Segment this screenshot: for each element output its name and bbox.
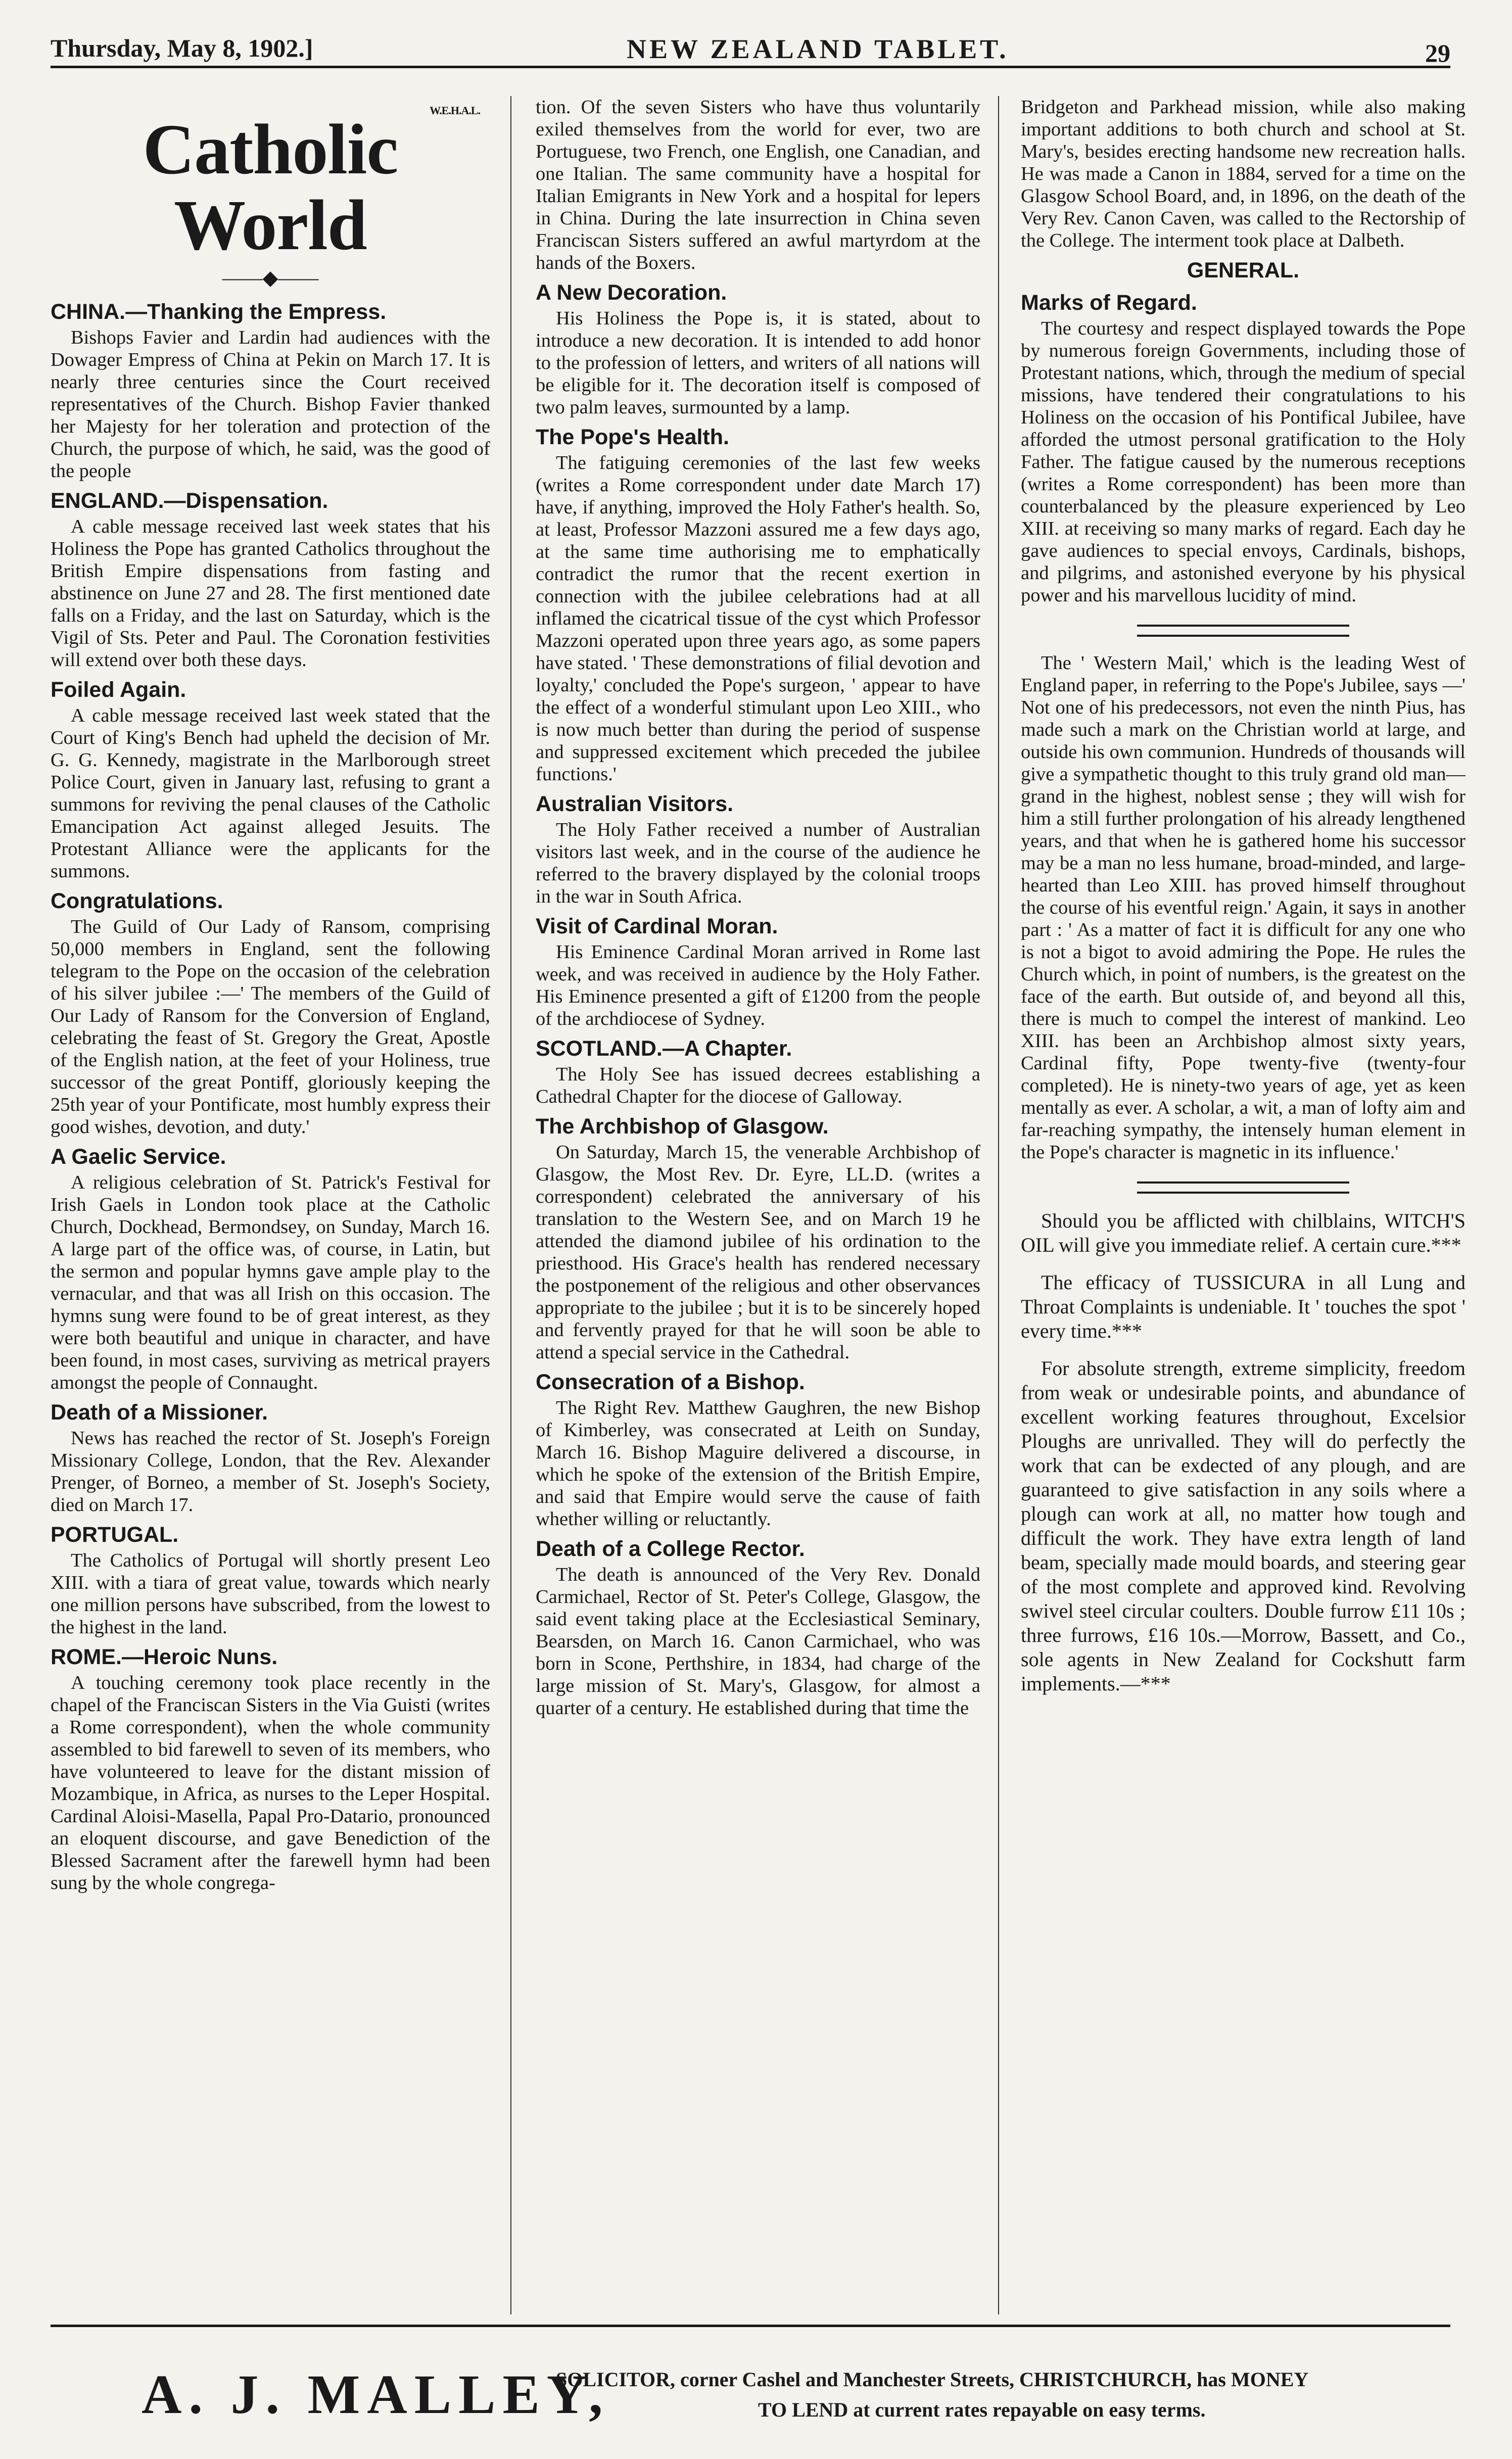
article-body: A religious celebration of St. Patrick's Festival for Irish Gaels in London took place at the Catholic Church, Dockhead, Bermondsey, on Sunday, March 16. A large part of the office was, of course, in Latin, but the sermon and popular hymns gave ample play to the vernacular, and that was all Irish on this occasion. The hymns sung were found to be of great interest, as they were both beautiful and unique in character, and have been found, in most cases, surviving as metrical prayers amongst the people of Connaught. [51, 1172, 490, 1393]
article-body: A touching ceremony took place recently in the chapel of the Franciscan Sisters in the Via Guisti (writes a Rome correspondent), when the whole community assembled to bid farewell to seven of its members, who have volunteered to leave for the distant mission of Mozambique, in Africa, as nurses to the Leper Hospital. Cardinal Aloisi-Masella, Papal Pro-Datario, pronounced an eloquent discourse, and gave Benediction of the Blessed Sacrament after the farewell hymn had been sung by the whole congrega- [51, 1672, 490, 1894]
advertiser-line-2: TO LEND at current rates repayable on easy terms. [758, 2398, 1206, 2421]
article-body: A cable message received last week stated that the Court of King's Bench had upheld the decision of Mr. G. G. Kennedy, magistrate in the Marlborough street Police Court, given in January last, refusing to grant a summons for reviving the penal clauses of the Catholic Emancipation Act against alleged Jesuits. The Protestant Alliance were the applicants for the summons. [51, 705, 490, 882]
footer-advertisement [51, 2325, 1450, 2443]
article-heading: Consecration of a Bishop. [536, 1370, 805, 1394]
article-body: His Eminence Cardinal Moran arrived in Rome last week, and was received in audience by the Holy Father. His Eminence presented a gift of £1200 from the people of the archdiocese of Sydney. [536, 941, 980, 1029]
advertisement-witchs-oil: Should you be afflicted with chilblains, WITCH'S OIL will give you immediate relief. A certain cure.*** [1021, 1209, 1466, 1256]
column-divider [998, 96, 999, 2314]
article-body: On Saturday, March 15, the venerable Archbishop of Glasgow, the Most Rev. Dr. Eyre, LL.D. (writes a correspondent) celebrated the anniversary of his translation to the Western See, and on March 19 he attended the diamond jubilee of his ordination to the priesthood. His Grace's health has rendered necessary the postponement of the religious and other observances appropriate to the jubilee ; but it is to be sincerely hoped and fervently prayed for that he will soon be able to attend a special service in the Cathedral. [536, 1142, 980, 1363]
article-body: The death is announced of the Very Rev. Donald Carmichael, Rector of St. Peter's College, Glasgow, the said event taking place at the Ecclesiastical Seminary, Bearsden, on March 16. Canon Carmichael, who was born in Scone, Perthshire, in 1834, had charge of the large mission of St. Mary's, Glasgow, for almost a quarter of a century. He established during that time the [536, 1564, 980, 1719]
masthead-signature: W.E.H.A.L. [430, 104, 480, 117]
article-heading: The Pope's Health. [536, 425, 729, 449]
article-heading: Congratulations. [51, 889, 223, 913]
article-heading: Visit of Cardinal Moran. [536, 914, 778, 938]
double-rule-divider [1137, 1181, 1349, 1194]
article-heading: PORTUGAL. [51, 1523, 179, 1547]
double-rule-divider [1137, 625, 1349, 637]
column-2 [536, 96, 980, 2314]
article-heading: Death of a Missioner. [51, 1400, 268, 1425]
article-heading: A Gaelic Service. [51, 1145, 226, 1169]
advertisement-excelsior-ploughs: For absolute strength, extreme simplicity, freedom from weak or undesirable points, and abundance of excellent working features throughout, Excelsior Ploughs are unrivalled. They will do perfectly the work that can be exdected of any plough, and are guaranteed to give satisfaction in any soils where a plough can work at all, no matter how tough and difficult the work. They have extra length of land beam, specially made mould boards, and steering gear of the most complete and approved kind. Revolving swivel steel circular coulters. Double furrow £11 10s ; three furrows, £16 10s.—Morrow, Bassett, and Co., sole agents in New Zealand for Cockshutt farm implements.—*** [1021, 1357, 1466, 1695]
article-heading: The Archbishop of Glasgow. [536, 1114, 829, 1139]
article-heading: Foiled Again. [51, 678, 186, 702]
article-body: The Holy Father received a number of Australian visitors last week, and in the course of the audience he referred to the bravery displayed by the colonial troops in the war in South Africa. [536, 819, 980, 907]
article-body: tion. Of the seven Sisters who have thus voluntarily exiled themselves from the world for ever, two are Portuguese, two French, one English, one Canadian, and one Italian. The same community have a hospital for Italian Emigrants in New York and a hospital for lepers in China. During the late insurrection in China seven Franciscan Sisters suffered an awful martyrdom at the hands of the Boxers. [536, 97, 980, 273]
article-heading: Marks of Regard. [1021, 291, 1197, 315]
advertisement-tussicura: The efficacy of TUSSICURA in all Lung and Throat Complaints is undeniable. It ' touches the spot ' every time.*** [1021, 1271, 1466, 1342]
article-body: The ' Western Mail,' which is the leading West of England paper, in referring to the Pope's Jubilee, says —' Not one of his predecessors, not even the ninth Pius, has made such a mark on the Christian world at large, and outside his own communion. Hundreds of thousands will give a sympathetic thought to this truly grand old man—grand in the highest, noblest sense ; they will wish for him a still further prolongation of his already lengthened years, and that when he is gathered home his successor may be a man no less humane, broad-minded, and large-hearted than Leo XIII. has proved himself throughout the course of his eventful reign.' Again, it says in another part : ' As a matter of fact it is difficult for any one who is not a bigot to avoid admiring the Pope. He rules the Church which, in point of numbers, is the greatest on the face of the earth. But outside of, and beyond all this, there is much to compel the interest of mankind. Leo XIII. has been an Archbishop almost sixty years, Cardinal fifty, Pope twenty-five (twenty-four completed). He is ninety-two years of age, yet as keen mentally as ever. A scholar, a wit, a man of lofty aim and far-reaching sympathy, the intensely human element in the Pope's character is magnetic in its influence.' [1021, 652, 1466, 1163]
masthead-ornament: ——◆—— [222, 266, 319, 289]
section-heading: GENERAL. [1187, 258, 1300, 282]
newspaper-title: NEW ZEALAND TABLET. [627, 34, 1009, 64]
column-1 [51, 96, 490, 2314]
article-body: Bishops Favier and Lardin had audiences with the Dowager Empress of China at Pekin on March 17. It is nearly three centuries since the Court received representatives of the Church. Bishop Favier thanked her Majesty for her toleration and protection of the Church, the purpose of which, he said, was the good of the people [51, 327, 490, 482]
column-divider [510, 96, 511, 2314]
article-body: The Right Rev. Matthew Gaughren, the new Bishop of Kimberley, was consecrated at Leith on Sunday, March 16. Bishop Maguire delivered a discourse, in which he spoke of the extension of the British Empire, and said that Empire would serve the cause of faith whether willing or reluctantly. [536, 1397, 980, 1530]
article-body: The fatiguing ceremonies of the last few weeks (writes a Rome correspondent under date March 17) have, if anything, improved the Holy Father's health. So, at least, Professor Mazzoni assured me a few days ago, at the same time authorising me to emphatically contradict the rumor that the recent exertion in connection with the jubilee celebrations had at all inflamed the cicatrical tissue of the cyst which Professor Mazzoni operated upon three years ago, as some papers have stated. ' These demonstrations of filial devotion and loyalty,' concluded the Pope's surgeon, ' appear to have the effect of a wonderful stimulant upon Leo XIII., who is now much better than during the period of suspense and suppressed excitement which preceded the jubilee functions.' [536, 452, 980, 785]
article-body: News has reached the rector of St. Joseph's Foreign Missionary College, London, that the Rev. Alexander Prenger, of Borneo, a member of St. Joseph's Society, died on March 17. [51, 1428, 490, 1516]
article-heading: Australian Visitors. [536, 792, 734, 816]
article-heading: CHINA.—Thanking the Empress. [51, 300, 387, 324]
masthead-title: Catholic World [143, 109, 398, 265]
advertiser-name: A. J. MALLEY, [141, 2363, 610, 2425]
issue-date: Thursday, May 8, 1902.] [51, 34, 313, 62]
section-masthead [51, 104, 490, 265]
article-body: His Holiness the Pope is, it is stated, about to introduce a new decoration. It is intended to add honor to the profession of letters, and writers of all nations will be eligible for it. The decoration itself is composed of two palm leaves, surmounted by a lamp. [536, 308, 980, 418]
article-body: Bridgeton and Parkhead mission, while also making important additions to both church and school at St. Mary's, besides erecting handsome new recreation halls. He was made a Canon in 1884, served for a time on the Glasgow School Board, and, in 1896, on the death of the Very Rev. Canon Caven, was called to the Rectorship of the College. The interment took place at Dalbeth. [1021, 97, 1466, 251]
article-body: The Catholics of Portugal will shortly present Leo XIII. with a tiara of great value, towards which nearly one million persons have subscribed, from the lowest to the highest in the land. [51, 1550, 490, 1638]
article-body: A cable message received last week states that his Holiness the Pope has granted Catholics throughout the British Empire dispensations from fasting and abstinence on June 27 and 28. The first mentioned date falls on a Friday, and the last on Saturday, which is the Vigil of Sts. Peter and Paul. The Coronation festivities will extend over both these days. [51, 516, 490, 671]
article-heading: ENGLAND.—Dispensation. [51, 489, 328, 513]
page-header [51, 15, 1450, 68]
article-body: The Guild of Our Lady of Ransom, comprising 50,000 members in England, sent the following telegram to the Pope on the occasion of the celebration of his silver jubilee :—' The members of the Guild of Our Lady of Ransom for the Conversion of England, celebrating the feast of St. Gregory the Great, Apostle of the English nation, at the feet of your Holiness, true successor of the great Pontiff, gloriously keeping the 25th year of your Pontificate, most humbly express their good wishes, devotion, and duty.' [51, 916, 490, 1138]
advertiser-line-1: SOLICITOR, corner Cashel and Manchester Streets, CHRISTCHURCH, has MONEY [556, 2368, 1309, 2391]
article-heading: Death of a College Rector. [536, 1537, 805, 1561]
page-number: 29 [1425, 39, 1450, 67]
article-heading: A New Decoration. [536, 280, 727, 305]
article-body: The courtesy and respect displayed towards the Pope by numerous foreign Governments, including those of Protestant nations, which, through the medium of special missions, have tendered their congratulations to his Holiness on the occasion of his Pontifical Jubilee, have afforded the utmost personal gratification to the Holy Father. The fatigue caused by the numerous receptions (writes a Rome correspondent) has been more than counterbalanced by the pleasure experienced by Leo XIII. at receiving so many marks of regard. Each day he gave audiences to special envoys, Cardinals, bishops, and pilgrims, and astonished everyone by his physical power and his marvellous lucidity of mind. [1021, 318, 1466, 606]
column-3 [1021, 96, 1466, 2314]
article-heading: SCOTLAND.—A Chapter. [536, 1036, 792, 1061]
article-heading: ROME.—Heroic Nuns. [51, 1645, 278, 1669]
article-body: The Holy See has issued decrees establishing a Cathedral Chapter for the diocese of Galloway. [536, 1064, 980, 1107]
